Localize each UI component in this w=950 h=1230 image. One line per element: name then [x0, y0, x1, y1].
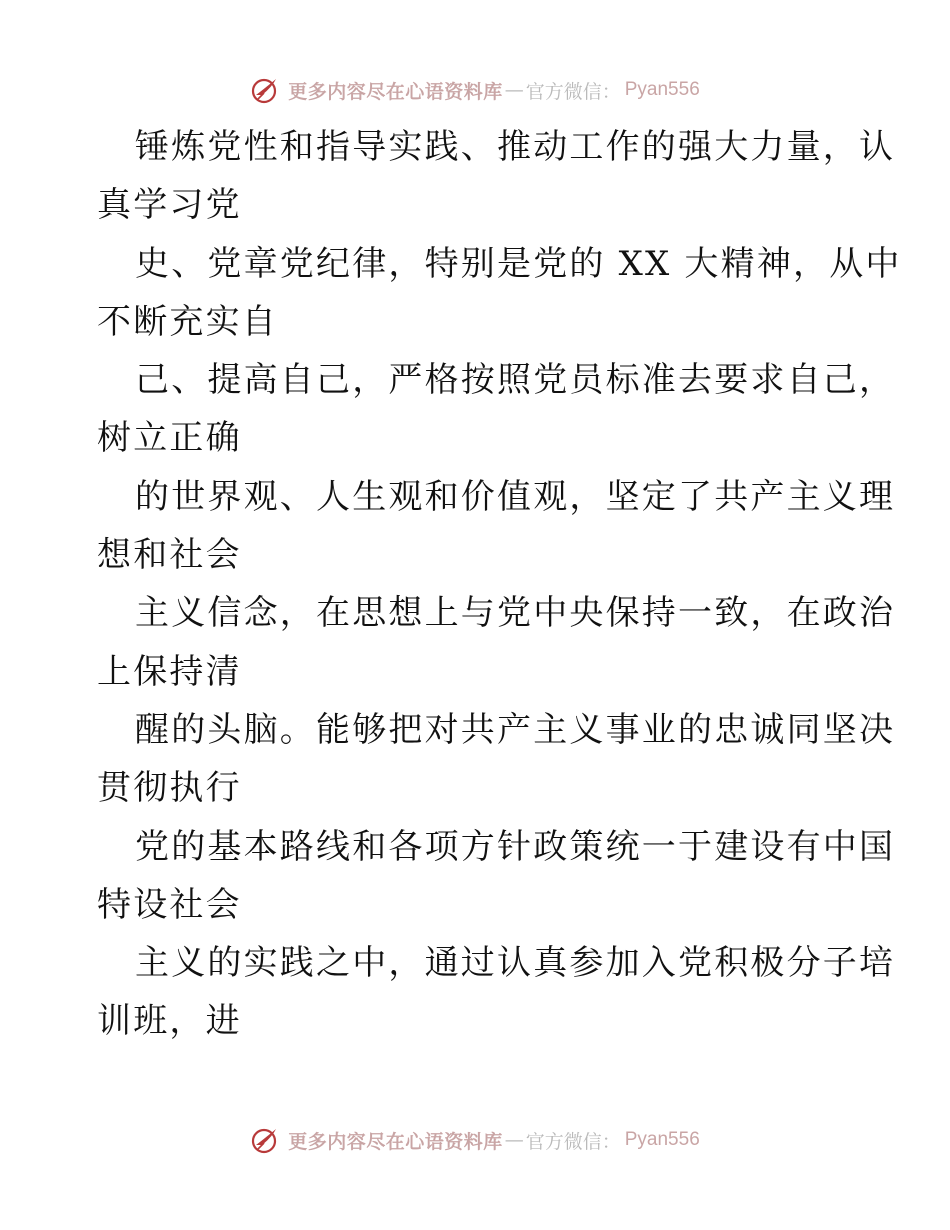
body-line-10: 上保持清: [97, 651, 242, 692]
banner-separator: —: [504, 1129, 524, 1151]
footer-banner: [0, 1120, 950, 1160]
body-line-13: 党的基本路线和各项方针政策统一于建设有中国: [135, 826, 896, 867]
body-line-5: 己、提高自己，严格按照党员标准去要求自己，: [135, 360, 896, 401]
body-line-12: 贯彻执行: [97, 768, 242, 809]
banner-wechat-label: 官方微信：: [525, 1130, 621, 1153]
body-line-1: 锤炼党性和指导实践、推动工作的强大力量，认: [135, 127, 896, 167]
quill-pen-logo-icon: [250, 1125, 280, 1155]
body-line-7: 的世界观、人生观和价值观，坚定了共产主义理: [135, 476, 896, 517]
body-line-2: 真学习党: [97, 185, 242, 226]
banner-separator: —: [504, 79, 524, 101]
banner-wechat-id: Pyan556: [624, 79, 700, 100]
header-banner: [0, 70, 950, 110]
banner-brand-text: 更多内容尽在心语资料库: [288, 80, 503, 103]
body-line-9: 主义信念，在思想上与党中央保持一致，在政治: [135, 593, 896, 634]
body-line-6: 树立正确: [97, 418, 242, 459]
body-line-14: 特设社会: [97, 884, 242, 925]
document-body: [97, 118, 902, 1051]
body-line-15: 主义的实践之中，通过认真参加入党积极分子培: [135, 943, 896, 984]
quill-pen-logo-icon: [250, 75, 280, 105]
body-line-8: 想和社会: [97, 535, 242, 576]
body-line-11: 醒的头脑。能够把对共产主义事业的忠诚同坚决: [135, 709, 896, 750]
body-line-16: 训班，进: [97, 1001, 242, 1042]
body-line-4: 不断充实自: [97, 301, 278, 342]
banner-wechat-label: 官方微信：: [525, 80, 621, 103]
body-line-3: 史、党章党纪律，特别是党的 XX 大精神，从中: [135, 243, 902, 284]
banner-wechat-id: Pyan556: [624, 1129, 700, 1150]
banner-brand-text: 更多内容尽在心语资料库: [288, 1130, 503, 1153]
